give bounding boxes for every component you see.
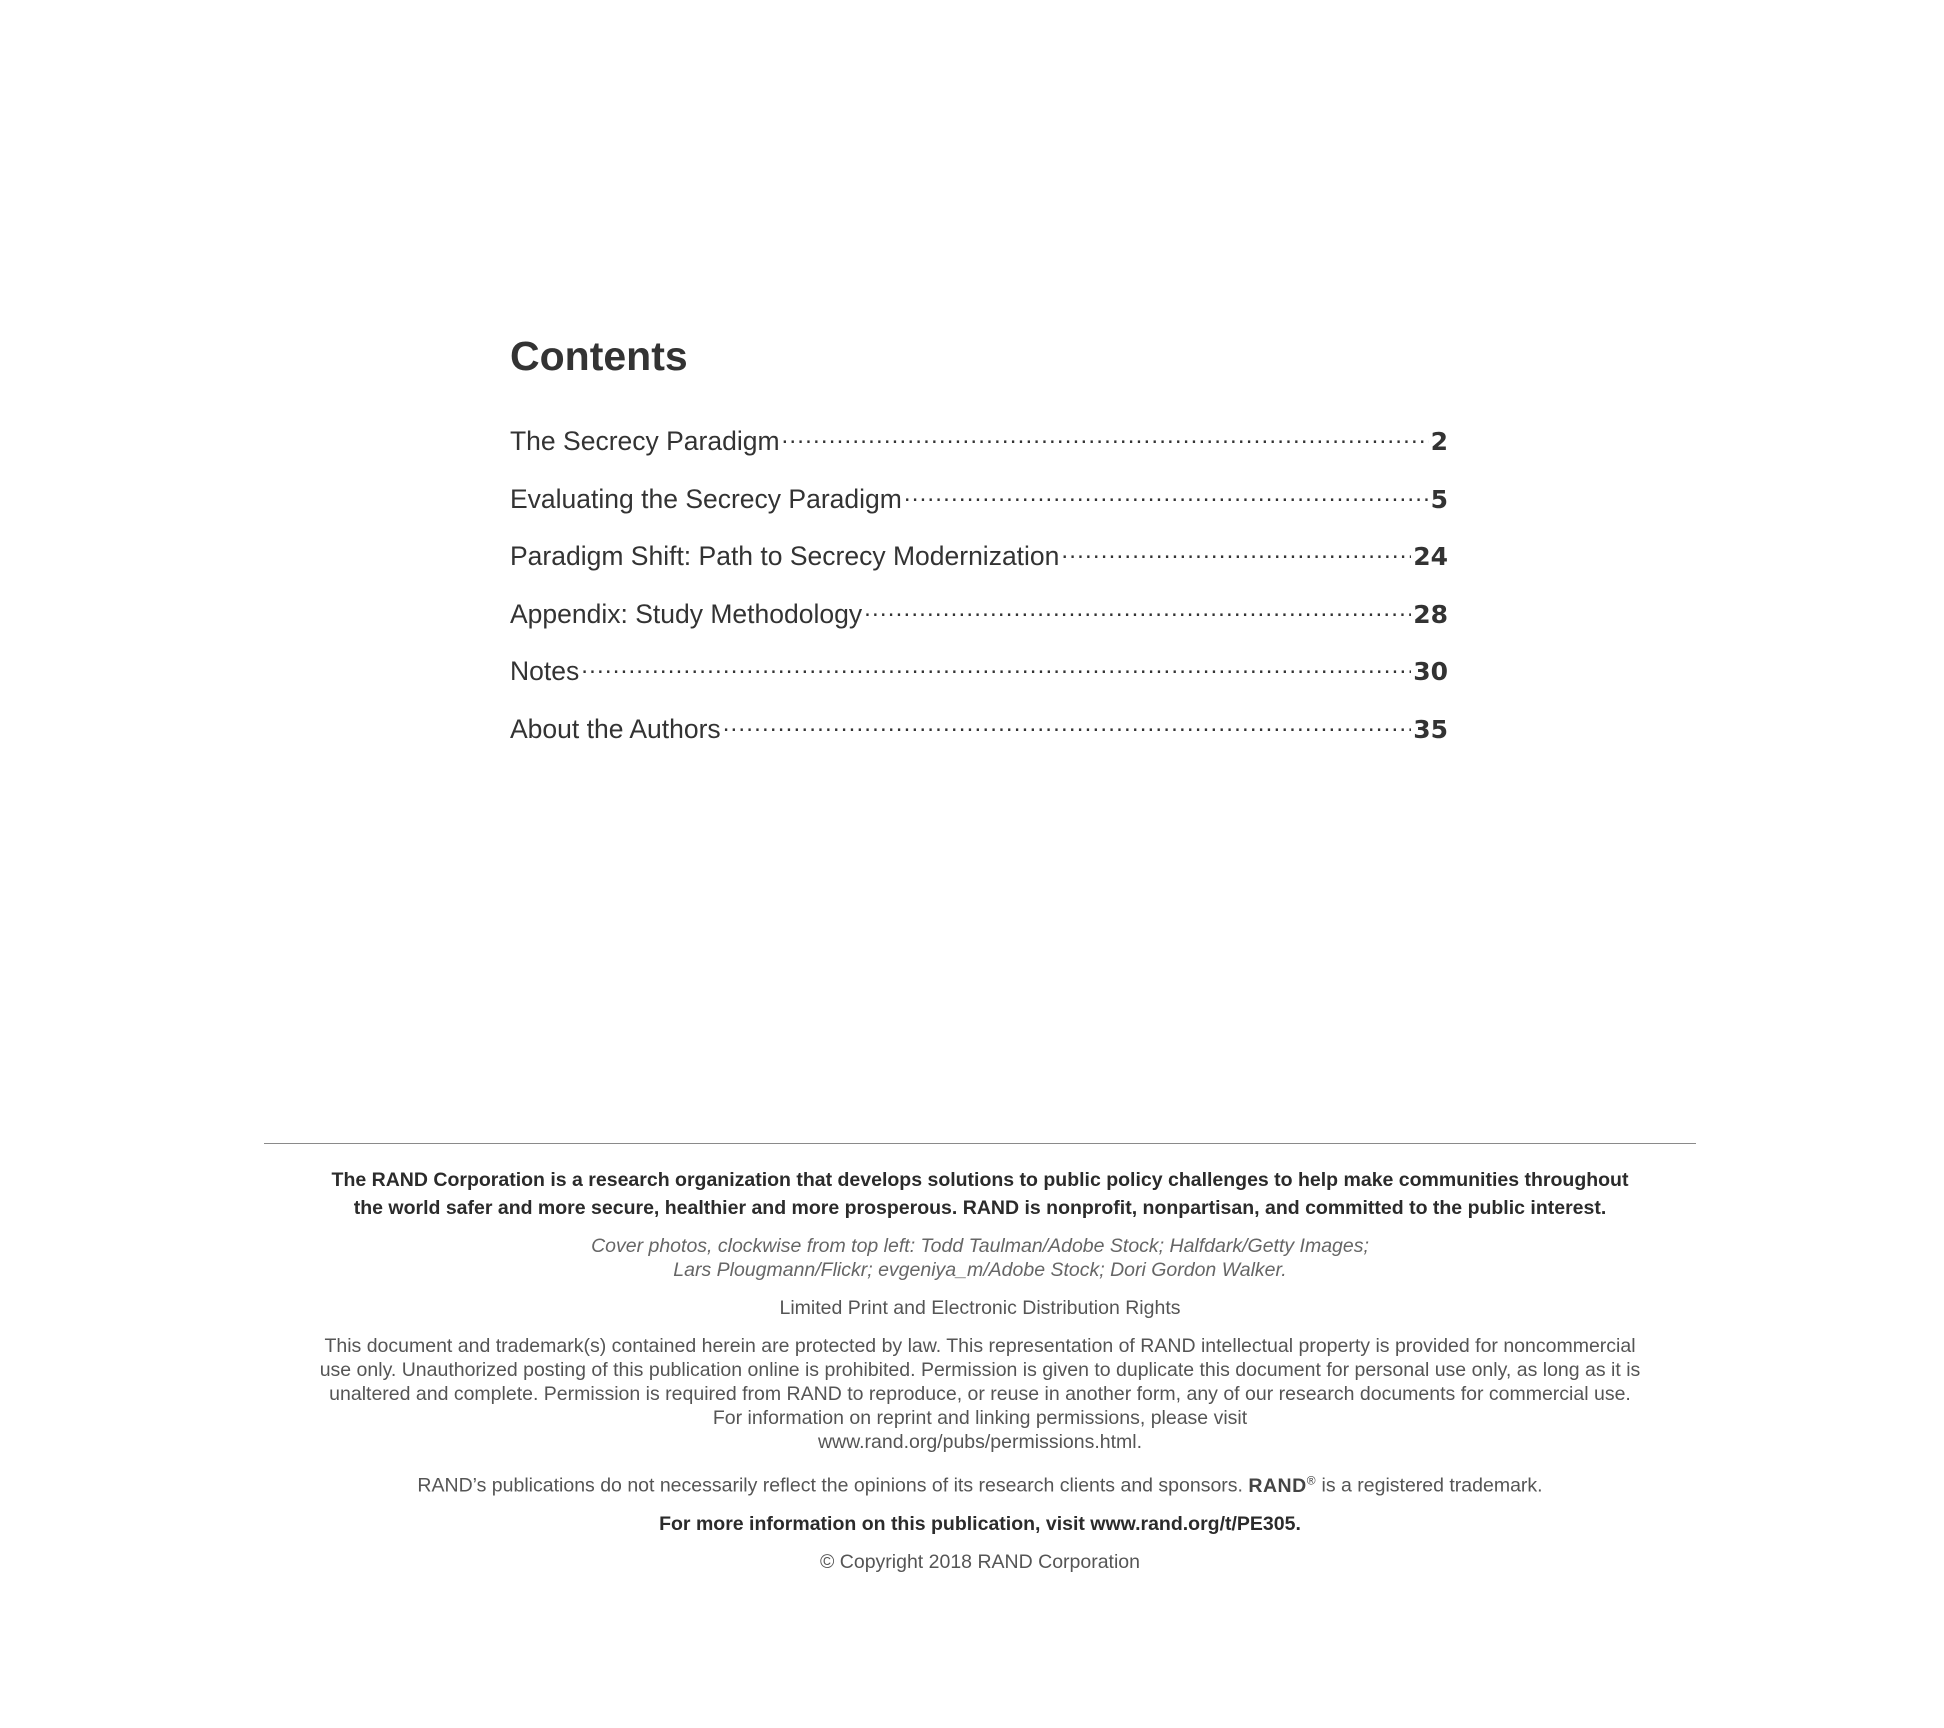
permissions-link[interactable]: www.rand.org/pubs/permissions.html.	[817, 1431, 1143, 1453]
disclaimer-text: RAND’s publications do not necessarily reflect the opinions of its research clients and sponsors.	[417, 1474, 1249, 1497]
toc-entry-label: Notes	[510, 656, 580, 686]
toc-list	[510, 420, 1448, 765]
disclaimer	[264, 1468, 1696, 1498]
toc-dot-leader	[581, 650, 1411, 680]
toc-entry-label: Appendix: Study Methodology	[510, 598, 863, 629]
toc-entry-page-number: 2	[1430, 427, 1448, 456]
toc-entry[interactable]	[510, 420, 1448, 478]
distribution-rights-heading: Limited Print and Electronic Distribution Rights	[779, 1297, 1181, 1319]
mission-statement	[264, 1166, 1696, 1222]
toc-entry[interactable]	[510, 535, 1448, 593]
toc-entry-label: Paradigm Shift: Path to Secrecy Modernization	[510, 541, 1060, 571]
credits-line: Cover photos, clockwise from top left: Todd Taulman/Adobe Stock; Halfdark/Getty Images;	[591, 1235, 1369, 1257]
toc-entry[interactable]	[510, 708, 1448, 766]
toc-entry-label: The Secrecy Paradigm	[510, 426, 780, 456]
toc-entry-page-number: 30	[1413, 657, 1448, 686]
toc-entry[interactable]	[510, 478, 1448, 536]
toc-entry-page-number: 28	[1413, 599, 1448, 629]
toc-entry[interactable]	[510, 650, 1448, 708]
toc-entry-page-number: 5	[1430, 484, 1448, 514]
mission-line: The RAND Corporation is a research organization that develops solutions to public policy challenges to help make communities throughout	[331, 1169, 1629, 1191]
distribution-rights-text	[264, 1334, 1696, 1454]
mission-line: the world safer and more secure, healthier and more prosperous. RAND is nonprofit, nonpartisan, and committed to the public interest.	[353, 1197, 1607, 1219]
toc-dot-leader	[864, 593, 1411, 623]
disclaimer-trademark-text: is a registered trademark.	[1316, 1474, 1543, 1497]
table-of-contents	[510, 328, 1448, 765]
toc-dot-leader	[1061, 535, 1411, 565]
toc-dot-leader	[904, 478, 1429, 508]
more-info-link[interactable]: For more information on this publication, visit www.rand.org/t/PE305.	[659, 1512, 1301, 1535]
credits-line: Lars Plougmann/Flickr; evgeniya_m/Adobe Stock; Dori Gordon Walker.	[673, 1259, 1287, 1281]
toc-entry-label: Evaluating the Secrecy Paradigm	[510, 483, 902, 514]
toc-entry-page-number: 35	[1413, 714, 1448, 744]
toc-dot-leader	[723, 708, 1412, 738]
cover-photo-credits	[264, 1234, 1696, 1282]
rights-line: unaltered and complete. Permission is required from RAND to reproduce, or reuse in another form, any of our research documents for commercial use.	[329, 1383, 1631, 1405]
toc-dot-leader	[782, 420, 1429, 450]
publication-footer	[264, 1143, 1696, 1574]
footer-divider	[264, 1143, 1696, 1144]
toc-entry-page-number: 24	[1413, 542, 1448, 571]
registered-icon: ®	[1306, 1473, 1317, 1487]
rights-line: use only. Unauthorized posting of this publication online is prohibited. Permission is given to duplicate this document for personal use only, as long as it is	[319, 1359, 1641, 1381]
rights-line: This document and trademark(s) contained herein are protected by law. This representation of RAND intellectual property is provided for noncommercial	[324, 1335, 1636, 1357]
toc-entry[interactable]	[510, 593, 1448, 651]
rand-wordmark: RAND	[1248, 1474, 1307, 1497]
rand-trademark	[1248, 1475, 1316, 1497]
contents-heading: Contents	[510, 333, 688, 379]
rights-line: For information on reprint and linking permissions, please visit	[712, 1407, 1248, 1429]
copyright-notice: © Copyright 2018 RAND Corporation	[819, 1550, 1141, 1573]
toc-entry-label: About the Authors	[510, 713, 721, 744]
